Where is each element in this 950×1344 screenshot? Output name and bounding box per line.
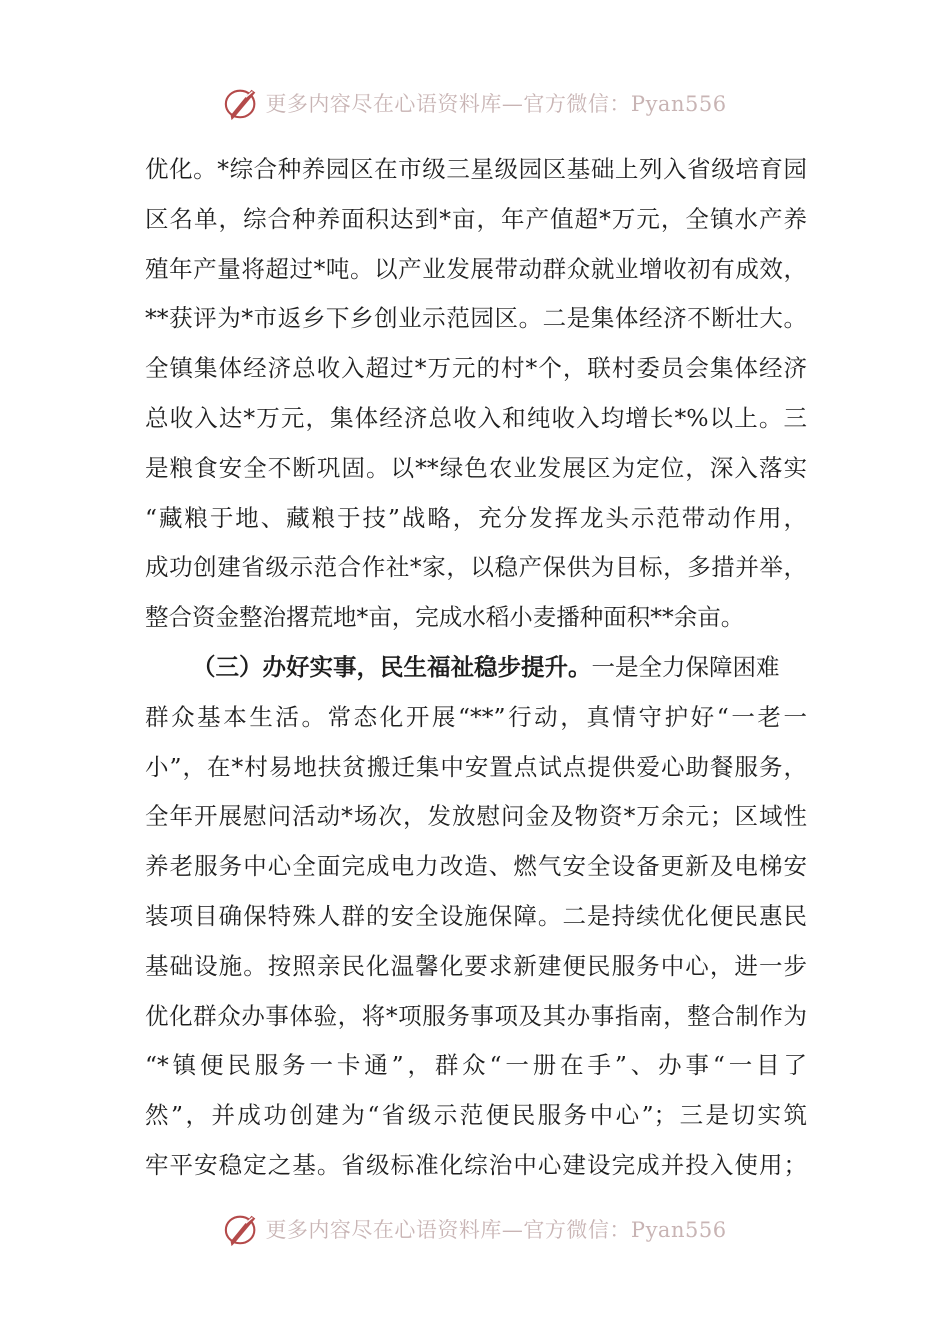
body-line: **获评为*市返乡下乡创业示范园区。二是集体经济不断壮大。 [145, 304, 807, 333]
document-body [145, 145, 807, 1191]
body-line: 牢平安稳定之基。省级标准化综治中心建设完成并投入使用； [145, 1150, 807, 1179]
body-line: 全镇集体经济总收入超过*万元的村*个，联村委员会集体经济 [145, 354, 807, 383]
watermark-text: 更多内容尽在心语资料库—官方微信：Pyan556 [265, 1218, 727, 1242]
body-line: 全年开展慰问活动*场次，发放慰问金及物资*万余元；区域性 [145, 802, 807, 831]
body-line-text: 一是全力保障困难 [591, 652, 780, 681]
section-heading-line [145, 643, 807, 693]
body-line: 优化群众办事体验，将*项服务事项及其办事指南，整合制作为 [145, 1001, 807, 1030]
body-line: 群众基本生活。常态化开展“**”行动，真情守护好“一老一 [145, 702, 807, 731]
body-line: 基础设施。按照亲民化温馨化要求新建便民服务中心，进一步 [145, 951, 807, 980]
section-heading: （三）办好实事，民生福祉稳步提升。 [192, 652, 592, 681]
body-line: 总收入达*万元，集体经济总收入和纯收入均增长*%以上。三 [145, 403, 807, 432]
body-line: 殖年产量将超过*吨。以产业发展带动群众就业增收初有成效， [145, 254, 807, 283]
body-line: 优化。*综合种养园区在市级三星级园区基础上列入省级培育园 [145, 155, 807, 183]
body-line: 区名单，综合种养面积达到*亩，年产值超*万元，全镇水产养 [145, 204, 807, 233]
watermark-banner-top [0, 83, 950, 123]
quill-pen-logo-icon [223, 1210, 261, 1248]
body-line: 小”，在*村易地扶贫搬迁集中安置点试点提供爱心助餐服务， [145, 752, 807, 781]
body-line: 成功创建省级示范合作社*家，以稳产保供为目标，多措并举， [145, 553, 807, 582]
body-line: 是粮食安全不断巩固。以**绿色农业发展区为定位，深入落实 [145, 453, 807, 482]
watermark-text: 更多内容尽在心语资料库—官方微信：Pyan556 [265, 92, 727, 116]
body-line: 装项目确保特殊人群的安全设施保障。二是持续优化便民惠民 [145, 901, 807, 930]
body-line: 然”，并成功创建为“省级示范便民服务中心”；三是切实筑 [145, 1101, 807, 1130]
body-line: 整合资金整治撂荒地*亩，完成水稻小麦播种面积**余亩。 [145, 603, 745, 632]
quill-pen-logo-icon [223, 84, 261, 122]
watermark-banner-bottom [0, 1209, 950, 1249]
body-line: “*镇便民服务一卡通”，群众“一册在手”、办事“一目了 [145, 1051, 807, 1080]
body-line: 养老服务中心全面完成电力改造、燃气安全设备更新及电梯安 [145, 852, 807, 881]
body-line: “藏粮于地、藏粮于技”战略，充分发挥龙头示范带动作用， [145, 503, 807, 532]
